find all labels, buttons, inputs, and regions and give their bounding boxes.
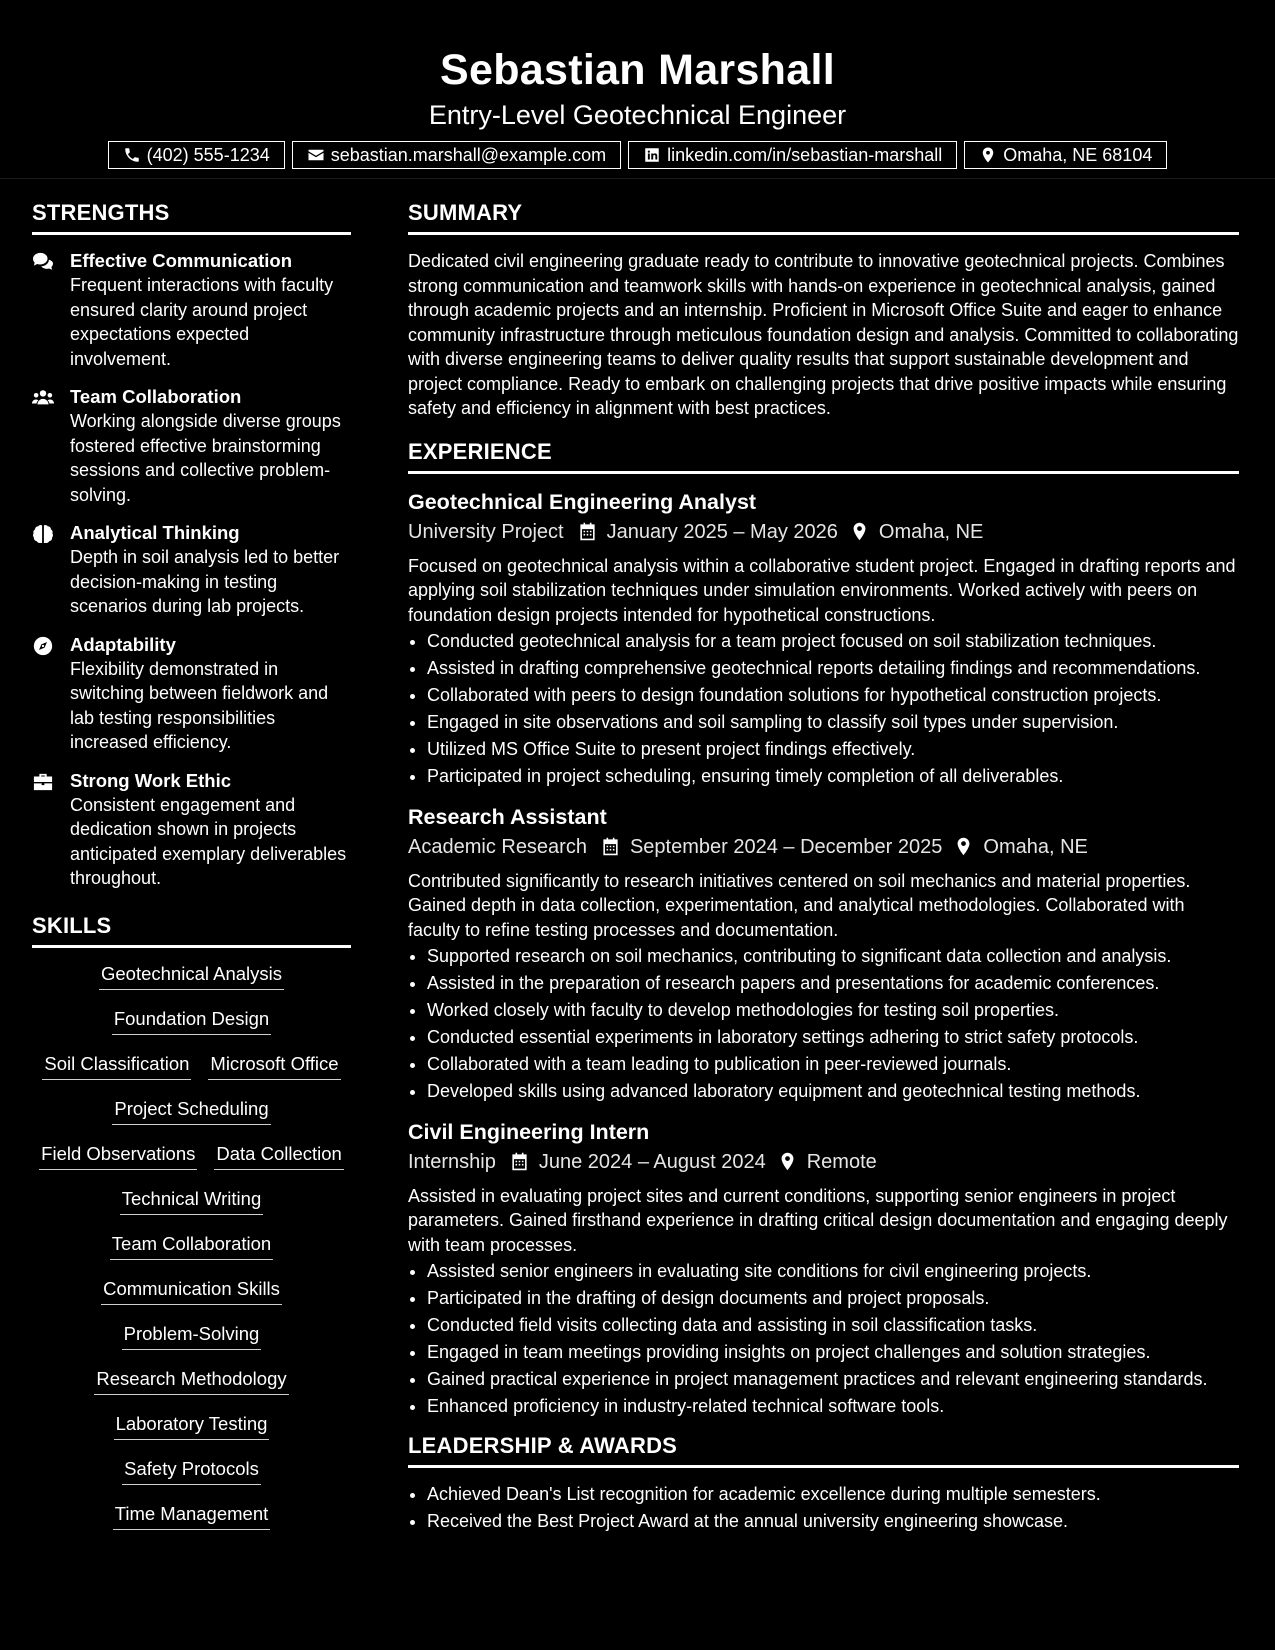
comments-icon: [32, 252, 54, 272]
bullet-item: • Conducted geotechnical analysis for a team project focused on soil stabilization techniques.: [427, 629, 1239, 654]
bullet-item: • Worked closely with faculty to develop methodologies for testing soil properties.: [427, 998, 1239, 1023]
job-dates: June 2024 – August 2024: [538, 1150, 766, 1173]
envelope-icon: [307, 146, 325, 164]
location-text: Omaha, NE 68104: [1003, 144, 1153, 165]
job-location: Omaha, NE: [983, 835, 1088, 858]
skill-tag: Time Management: [113, 1502, 271, 1530]
right-column: [408, 200, 1239, 1536]
strength-title: Team Collaboration: [70, 386, 242, 407]
strength-item: [32, 769, 351, 891]
job-meta: [408, 518, 1239, 546]
bullet-item: • Developed skills using advanced laboratory equipment and geotechnical testing methods.: [427, 1079, 1239, 1104]
bullet-item: • Collaborated with a team leading to publication in peer-reviewed journals.: [427, 1052, 1239, 1077]
experience-heading: EXPERIENCE: [408, 439, 1239, 474]
contact-linkedin[interactable]: [628, 141, 957, 169]
experience-entry: [408, 803, 1239, 1104]
map-pin-icon: [954, 837, 973, 856]
skill-tag: Safety Protocols: [122, 1457, 261, 1485]
skill-tag: Field Observations: [39, 1142, 197, 1170]
contact-location: [964, 141, 1167, 169]
bullet-item: • Assisted senior engineers in evaluating site conditions for civil engineering projects.: [427, 1259, 1239, 1284]
awards-list: [408, 1482, 1239, 1534]
linkedin-icon: [643, 146, 661, 164]
strength-title: Strong Work Ethic: [70, 769, 232, 791]
award-item: • Received the Best Project Award at the annual university engineering showcase.: [427, 1509, 1239, 1534]
bullet-item: • Gained practical experience in project management practices and relevant engineering standards.: [427, 1367, 1239, 1392]
strength-title: Adaptability: [70, 633, 176, 655]
bullet-item: • Assisted in drafting comprehensive geotechnical reports detailing findings and recommendations.: [427, 656, 1239, 681]
job-organization: University Project: [408, 520, 564, 543]
users-icon: [32, 388, 54, 408]
calendar-icon: [510, 1152, 529, 1171]
phone-icon: [123, 146, 141, 164]
job-description: Focused on geotechnical analysis within a collaborative student project. Engaged in drafting reports and applying soil stabilization techniques under simulation environments. Worked actively with peers on foundation design projects intended for hypothetical constructions.: [408, 555, 1236, 625]
briefcase-icon: [32, 772, 54, 792]
job-dates: September 2024 – December 2025: [629, 835, 943, 858]
summary-text: Dedicated civil engineering graduate ready to contribute to innovative geotechnical projects. Combines strong communication and teamwork skills with hands-on experience in geotechnical analysis, gained through academic projects and an internship. Proficient in Microsoft Office Suite and eager to enhance community infrastructure through meticulous foundation design and analysis. Committed to collaborating with diverse engineering teams to deliver quality results that support sustainable development and project compliance. Ready to embark on challenging projects that drive positive impacts while ensuring safety and efficiency in alignment with best practices.: [408, 251, 1239, 418]
brain-icon: [32, 524, 54, 544]
strength-description: Working alongside diverse groups fostered effective brainstorming sessions and collective problem-solving.: [70, 411, 341, 505]
bullet-item: • Collaborated with peers to design foundation solutions for hypothetical construction projects.: [427, 683, 1239, 708]
strength-description: Flexibility demonstrated in switching between fieldwork and lab testing responsibilities increased efficiency.: [70, 658, 329, 752]
awards-heading: LEADERSHIP & AWARDS: [408, 1433, 1239, 1468]
bullet-item: • Participated in project scheduling, ensuring timely completion of all deliverables.: [427, 764, 1239, 789]
bullet-item: • Conducted essential experiments in laboratory settings adhering to strict safety protocols.: [427, 1025, 1239, 1050]
phone-text: (402) 555-1234: [146, 144, 270, 165]
strength-item: [32, 521, 351, 619]
bullet-item: • Engaged in team meetings providing insights on project challenges and solution strategies.: [427, 1340, 1239, 1365]
strength-description: Depth in soil analysis led to better decision-making in testing scenarios during lab projects.: [70, 547, 340, 616]
map-pin-icon: [778, 1152, 797, 1171]
skill-tag: Data Collection: [214, 1142, 343, 1170]
award-item: • Achieved Dean's List recognition for academic excellence during multiple semesters.: [427, 1482, 1239, 1507]
job-description: Assisted in evaluating project sites and current conditions, supporting senior engineers in project parameters. Gained firsthand experience in drafting critical design documentation and engaging deeply with team processes.: [408, 1185, 1228, 1255]
experience-entry: [408, 1118, 1239, 1419]
bullet-item: • Utilized MS Office Suite to present project findings effectively.: [427, 737, 1239, 762]
job-title: Research Assistant: [408, 804, 607, 829]
job-organization: Internship: [408, 1150, 496, 1173]
job-dates: January 2025 – May 2026: [606, 520, 838, 543]
job-bullets: [408, 629, 1239, 789]
resume-header: [0, 0, 1275, 169]
job-organization: Academic Research: [408, 835, 587, 858]
skill-tag: Microsoft Office: [208, 1052, 340, 1080]
experience-entry: [408, 488, 1239, 789]
skill-tag: Communication Skills: [101, 1277, 282, 1305]
skills-list: [32, 962, 351, 1547]
left-column: [32, 200, 351, 1547]
strength-title: Analytical Thinking: [70, 522, 240, 543]
skill-tag: Team Collaboration: [110, 1232, 273, 1260]
email-text: sebastian.marshall@example.com: [330, 144, 607, 165]
strength-description: Frequent interactions with faculty ensured clarity around project expectations expected involvement.: [70, 275, 334, 369]
contact-email[interactable]: [292, 141, 621, 169]
bullet-item: • Supported research on soil mechanics, contributing to significant data collection and analysis.: [427, 944, 1239, 969]
job-description: Contributed significantly to research initiatives centered on soil mechanics and material properties. Gained depth in data collection, experimentation, and analytical methodologies. Collaborated with faculty to refine testing processes and documentation.: [408, 870, 1191, 940]
header-divider: [0, 178, 1275, 179]
skill-tag: Technical Writing: [120, 1187, 264, 1215]
skill-tag: Problem-Solving: [122, 1322, 262, 1350]
summary-heading: SUMMARY: [408, 200, 1239, 235]
compass-icon: [32, 636, 54, 656]
job-title: Geotechnical Engineering Analyst: [408, 489, 757, 514]
bullet-item: • Participated in the drafting of design documents and project proposals.: [427, 1286, 1239, 1311]
contact-bar: [0, 141, 1275, 169]
job-title: Civil Engineering Intern: [408, 1119, 650, 1144]
skills-heading: SKILLS: [32, 913, 351, 948]
skill-tag: Soil Classification: [42, 1052, 191, 1080]
job-location: Omaha, NE: [878, 520, 984, 543]
bullet-item: • Engaged in site observations and soil sampling to classify soil types under supervision.: [427, 710, 1239, 735]
candidate-name: Sebastian Marshall: [440, 46, 835, 94]
candidate-title: Entry-Level Geotechnical Engineer: [428, 100, 847, 130]
skill-tag: Geotechnical Analysis: [99, 962, 284, 990]
strength-item: [32, 385, 351, 507]
job-meta: [408, 833, 1239, 861]
job-location: Remote: [806, 1150, 877, 1173]
job-meta: [408, 1148, 1239, 1176]
strength-item: [32, 633, 351, 755]
linkedin-text: linkedin.com/in/sebastian-marshall: [667, 144, 943, 165]
skill-tag: Foundation Design: [112, 1007, 271, 1035]
bullet-item: • Enhanced proficiency in industry-related technical software tools.: [427, 1394, 1239, 1419]
calendar-icon: [601, 837, 620, 856]
strength-title: Effective Communication: [70, 250, 293, 271]
calendar-icon: [578, 522, 597, 541]
bullet-item: • Assisted in the preparation of research papers and presentations for academic conferences.: [427, 971, 1239, 996]
job-bullets: [408, 1259, 1239, 1419]
skill-tag: Research Methodology: [94, 1367, 288, 1395]
map-pin-icon: [979, 146, 997, 164]
contact-phone[interactable]: [108, 141, 285, 169]
strength-item: [32, 249, 351, 371]
skill-tag: Project Scheduling: [112, 1097, 270, 1125]
job-bullets: [408, 944, 1239, 1104]
strengths-heading: STRENGTHS: [32, 200, 351, 235]
skill-tag: Laboratory Testing: [114, 1412, 270, 1440]
map-pin-icon: [850, 522, 869, 541]
bullet-item: • Conducted field visits collecting data and assisting in soil classification tasks.: [427, 1313, 1239, 1338]
strength-description: Consistent engagement and dedication shown in projects anticipated exemplary deliverables throughout.: [70, 794, 347, 888]
